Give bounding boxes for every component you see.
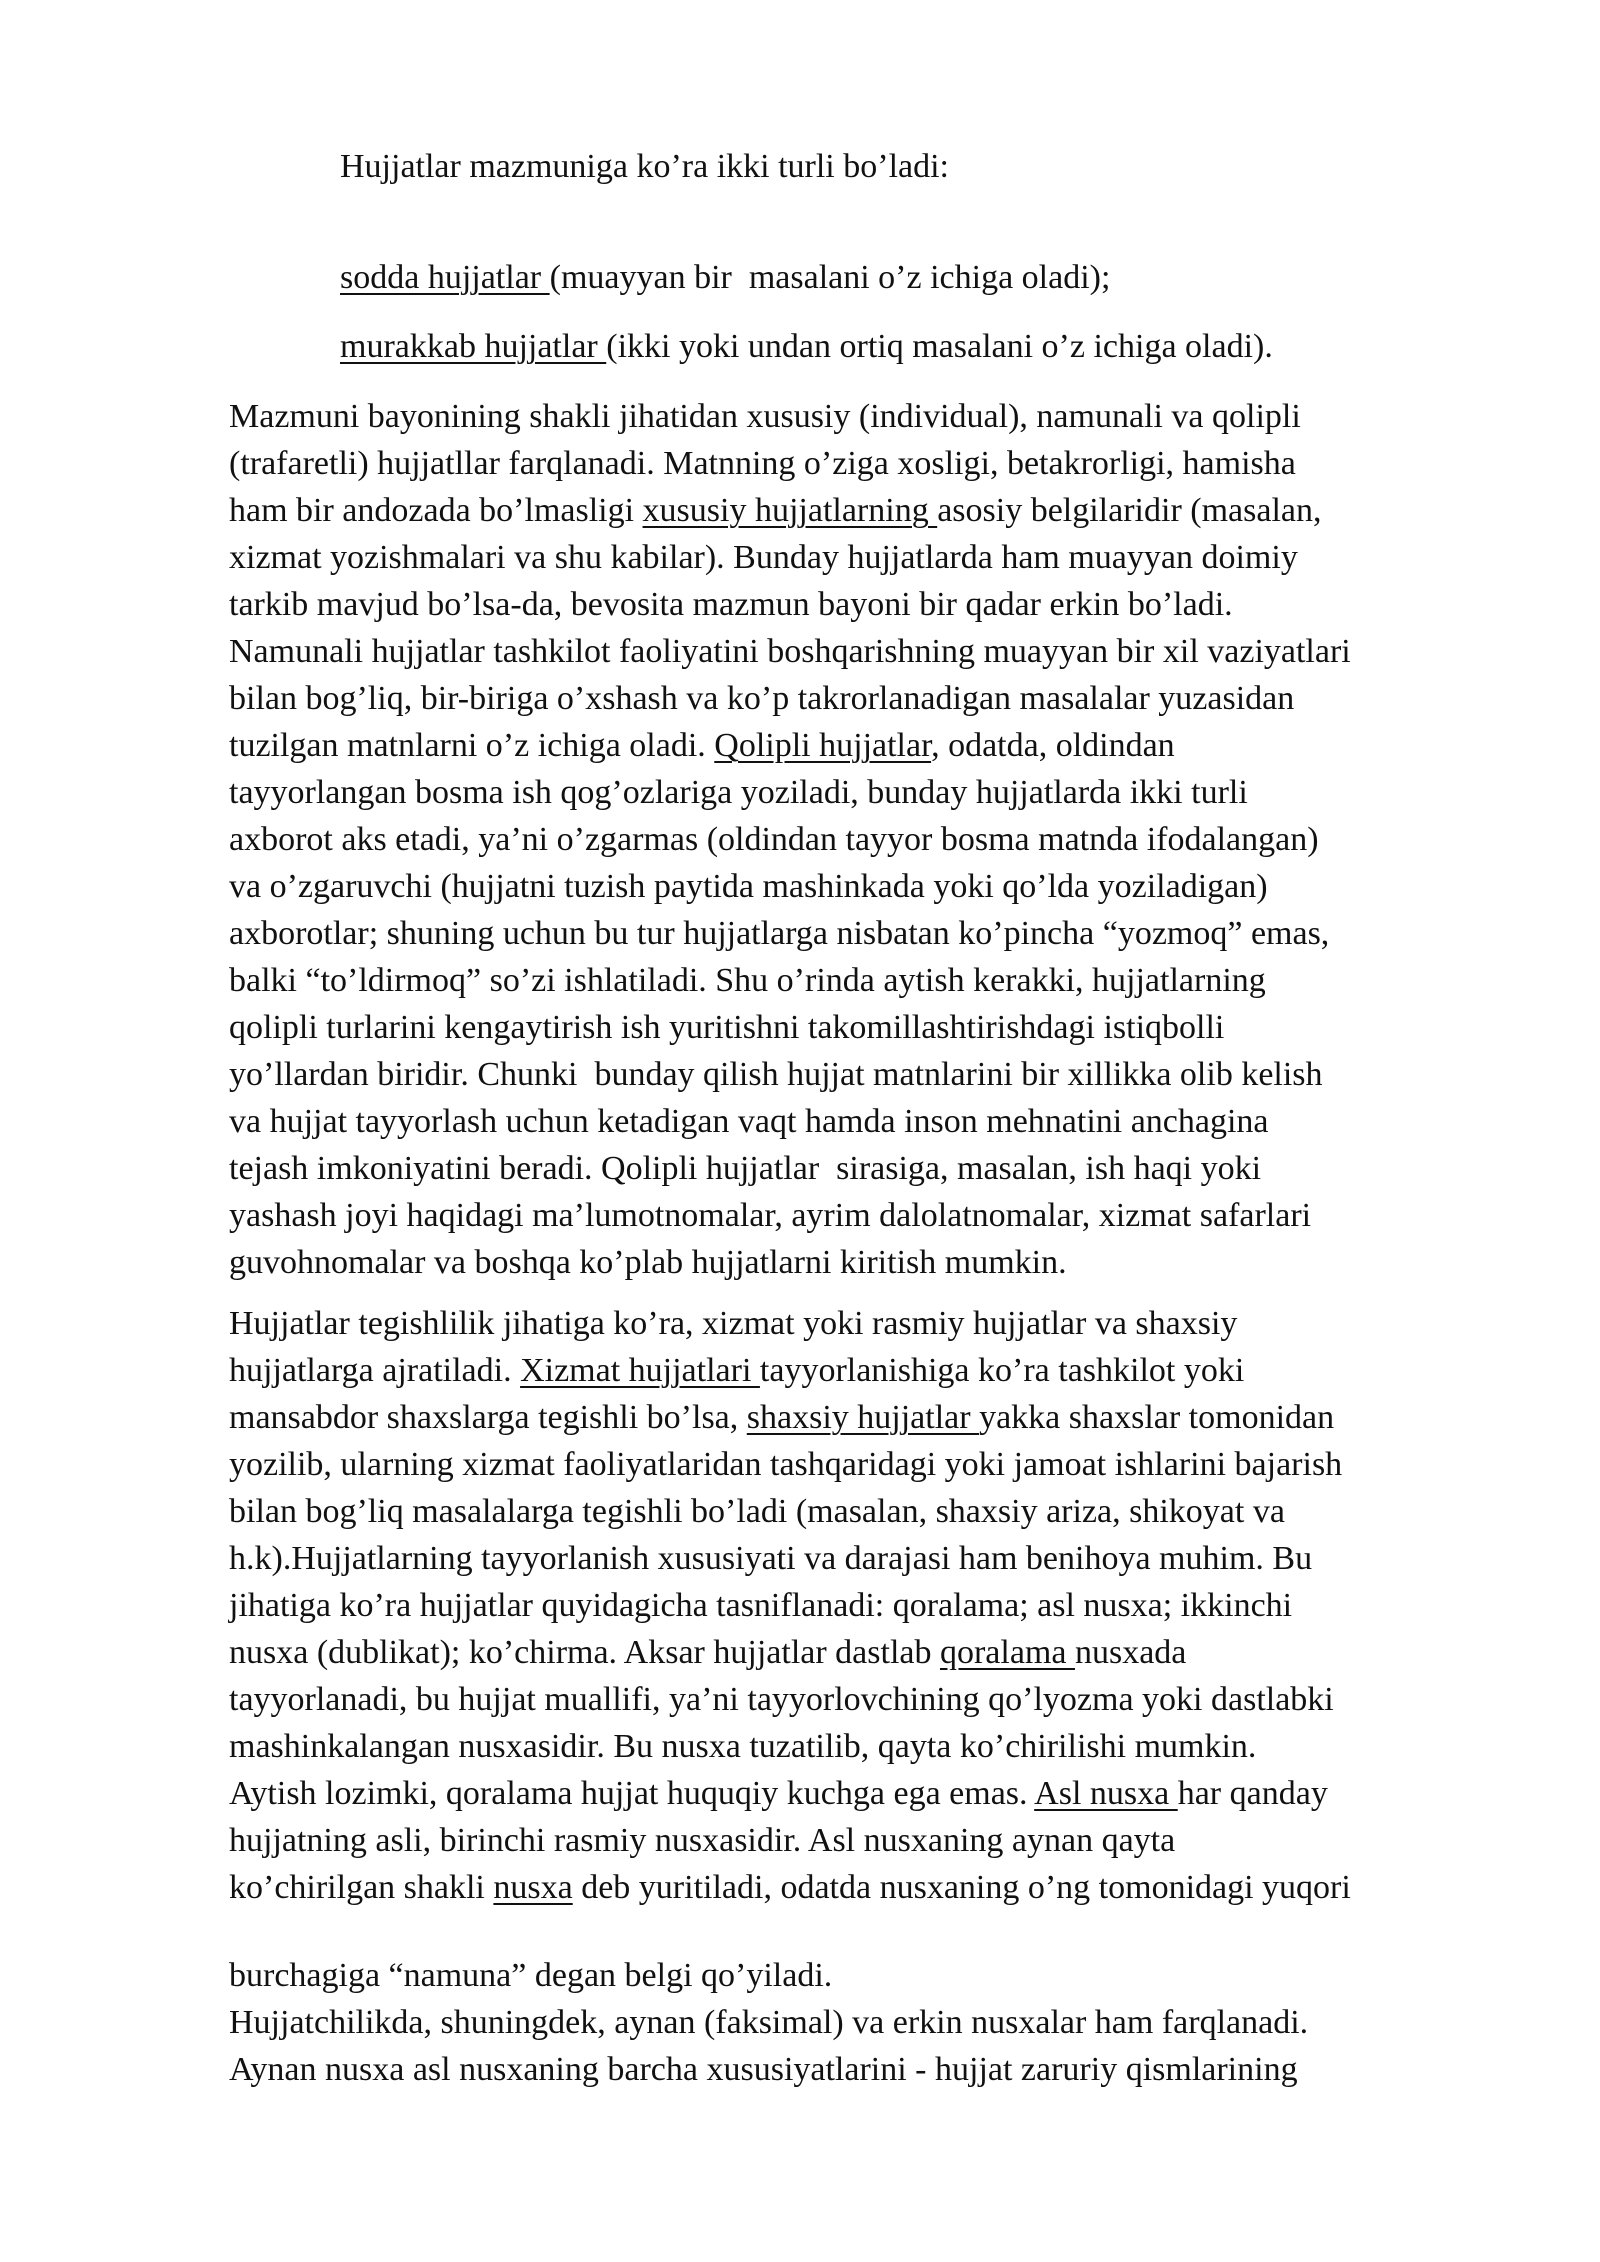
- text-segment: Aynan nusxa asl nusxaning barcha xususiyatlarini - hujjat zaruriy qismlarining: [229, 2051, 1298, 2088]
- text-segment: xizmat yozishmalari va shu kabilar). Bunday hujjatlarda ham muayyan doimiy: [229, 539, 1298, 576]
- text-line: [229, 1300, 1237, 1347]
- text-line: [229, 1676, 1334, 1723]
- text-segment: jihatiga ko’ra hujjatlar quyidagicha tasniflanadi: qoralama; asl nusxa; ikkinchi: [229, 1587, 1293, 1624]
- text-segment: tayyorlanishiga ko’ra tashkilot yoki: [759, 1352, 1245, 1389]
- text-line: [229, 1723, 1256, 1770]
- underlined-term: Asl nusxa: [1034, 1775, 1178, 1812]
- text-segment: hujjatning asli, birinchi rasmiy nusxasidir. Asl nusxaning aynan qayta: [229, 1822, 1176, 1859]
- text-line: [229, 1864, 1351, 1911]
- text-segment: har qanday: [1177, 1775, 1328, 1812]
- text-line: [229, 1051, 1323, 1098]
- text-segment: axborotlar; shuning uchun bu tur hujjatlarga nisbatan ko’pincha “yozmoq” emas,: [229, 915, 1330, 952]
- text-segment: burchagiga “namuna” degan belgi qo’yiladi.: [229, 1957, 833, 1994]
- text-segment: tejash imkoniyatini beradi. Qolipli hujjatlar sirasiga, masalan, ish haqi yoki: [229, 1150, 1262, 1187]
- list-desc: (ikki yoki undan ortiq masalani o’z ichiga oladi).: [606, 328, 1273, 365]
- text-segment: tayyorlangan bosma ish qog’ozlariga yoziladi, bunday hujjatlarda ikki turli: [229, 774, 1248, 811]
- text-line: [229, 1535, 1312, 1582]
- text-segment: ko’chirilgan shakli: [229, 1869, 494, 1906]
- text-segment: deb yuritiladi, odatda nusxaning o’ng tomonidagi yuqori: [572, 1869, 1351, 1906]
- text-segment: , odatda, oldindan: [931, 727, 1175, 764]
- underlined-term: qoralama: [939, 1634, 1075, 1671]
- text-segment: Namunali hujjatlar tashkilot faoliyatini boshqarishning muayyan bir xil vaziyatlari: [229, 633, 1351, 670]
- text-line: [229, 957, 1266, 1004]
- text-segment: tayyorlanadi, bu hujjat muallifi, ya’ni tayyorlovchining qo’lyozma yoki dastlabki: [229, 1681, 1334, 1718]
- text-segment: bilan bog’liq masalalarga tegishli bo’ladi (masalan, shaxsiy ariza, shikoyat va: [229, 1493, 1285, 1530]
- list-item: [340, 323, 1273, 370]
- text-segment: mashinkalangan nusxasidir. Bu nusxa tuzatilib, qayta ko’chirilishi mumkin.: [229, 1728, 1257, 1765]
- underlined-term: nusxa: [493, 1869, 573, 1906]
- text-line: [229, 769, 1248, 816]
- text-segment: nusxa (dublikat); ko’chirma. Aksar hujjatlar dastlab: [229, 1634, 940, 1671]
- text-segment: yakka shaxslar tomonidan: [979, 1399, 1335, 1436]
- text-line: [229, 581, 1233, 628]
- text-segment: mansabdor shaxslarga tegishli bo’lsa,: [229, 1399, 747, 1436]
- text-segment: yozilib, ularning xizmat faoliyatlaridan tashqaridagi yoki jamoat ishlarini bajarish: [229, 1446, 1343, 1483]
- list-item: [340, 254, 1110, 301]
- text-segment: Mazmuni bayonining shakli jihatidan xususiy (individual), namunali va qolipli: [229, 398, 1301, 435]
- text-line: [229, 1347, 1244, 1394]
- text-line: [229, 1145, 1261, 1192]
- text-segment: (trafaretli) hujjatllar farqlanadi. Matnning o’ziga xosligi, betakrorligi, hamisha: [229, 445, 1296, 482]
- text-segment: nusxada: [1074, 1634, 1187, 1671]
- text-segment: balki “to’ldirmoq” so’zi ishlatiladi. Shu o’rinda aytish kerakki, hujjatlarning: [229, 962, 1266, 999]
- text-line: [229, 1004, 1224, 1051]
- text-line: [229, 2046, 1298, 2093]
- text-segment: tuzilgan matnlarni o’z ichiga oladi.: [229, 727, 715, 764]
- text-line: [229, 1999, 1308, 2046]
- text-line: [229, 1770, 1328, 1817]
- text-segment: h.k).Hujjatlarning tayyorlanish xususiyati va darajasi ham benihoya muhim. Bu: [229, 1540, 1313, 1577]
- text-line: [229, 1192, 1311, 1239]
- underlined-term: xususiy hujjatlarning: [642, 492, 938, 529]
- text-line: [229, 675, 1294, 722]
- underlined-term: Xizmat hujjatlari: [520, 1352, 760, 1389]
- text-segment: qolipli turlarini kengaytirish ish yuritishni takomillashtirishdagi istiqbolli: [229, 1009, 1225, 1046]
- text-line: [229, 1394, 1334, 1441]
- text-line: [229, 1098, 1269, 1145]
- text-line: [229, 1441, 1342, 1488]
- text-line: [229, 628, 1351, 675]
- text-segment: va o’zgaruvchi (hujjatni tuzish paytida mashinkada yoki qo’lda yoziladigan): [229, 868, 1268, 905]
- text-line: [229, 393, 1301, 440]
- text-line: [229, 1239, 1067, 1286]
- text-segment: hujjatlarga ajratiladi.: [229, 1352, 521, 1389]
- text-line: [229, 1582, 1292, 1629]
- text-segment: bilan bog’liq, bir-biriga o’xshash va ko’p takrorlanadigan masalalar yuzasidan: [229, 680, 1295, 717]
- text-line: [229, 440, 1296, 487]
- text-line: [229, 534, 1298, 581]
- text-segment: axborot aks etadi, ya’ni o’zgarmas (oldindan tayyor bosma matnda ifodalangan): [229, 821, 1319, 858]
- text-segment: ham bir andozada bo’lmasligi: [229, 492, 643, 529]
- text-line: [229, 1817, 1175, 1864]
- text-segment: yashash joyi haqidagi ma’lumotnomalar, ayrim dalolatnomalar, xizmat safarlari: [229, 1197, 1312, 1234]
- text-segment: tarkib mavjud bo’lsa-da, bevosita mazmun bayoni bir qadar erkin bo’ladi.: [229, 586, 1233, 623]
- underlined-term: Qolipli hujjatlar: [714, 727, 932, 764]
- list-term: sodda hujjatlar: [340, 259, 550, 296]
- text-segment: Aytish lozimki, qoralama hujjat huquqiy kuchga ega emas.: [229, 1775, 1035, 1812]
- text-line: [229, 1952, 832, 1999]
- text-segment: guvohnomalar va boshqa ko’plab hujjatlarni kiritish mumkin.: [229, 1244, 1067, 1281]
- text-line: [229, 487, 1321, 534]
- text-line: [229, 910, 1329, 957]
- text-segment: va hujjat tayyorlash uchun ketadigan vaqt hamda inson mehnatini anchagina: [229, 1103, 1269, 1140]
- text-segment: asosiy belgilaridir (masalan,: [937, 492, 1322, 529]
- text-segment: yo’llardan biridir. Chunki bunday qilish hujjat matnlarini bir xillikka olib kelish: [229, 1056, 1323, 1093]
- text-line: [229, 1629, 1186, 1676]
- text-line: [229, 1488, 1285, 1535]
- text-line: [229, 722, 1175, 769]
- text-segment: Hujjatlar tegishlilik jihatiga ko’ra, xizmat yoki rasmiy hujjatlar va shaxsiy: [229, 1305, 1238, 1342]
- list-term: murakkab hujjatlar: [340, 328, 607, 365]
- text-line: [229, 816, 1319, 863]
- underlined-term: shaxsiy hujjatlar: [746, 1399, 980, 1436]
- text-line: [229, 863, 1268, 910]
- list-desc: (muayyan bir masalani o’z ichiga oladi);: [549, 259, 1111, 296]
- heading: Hujjatlar mazmuniga ko’ra ikki turli bo’ladi:: [340, 148, 949, 185]
- text-segment: Hujjatchilikda, shuningdek, aynan (faksimal) va erkin nusxalar ham farqlanadi.: [229, 2004, 1309, 2041]
